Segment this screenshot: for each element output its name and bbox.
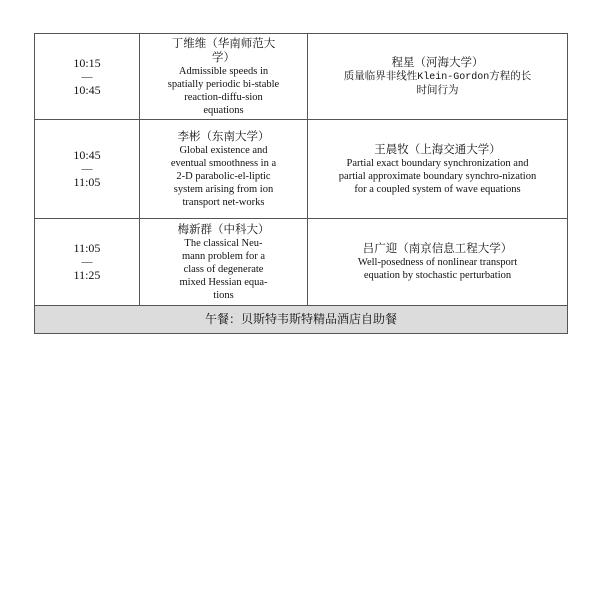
talk-title: Well-posedness of nonlinear transport equation by stochastic perturbation — [357, 257, 518, 281]
talk-cell-right — [308, 219, 568, 306]
lunch-cell: 午餐：贝斯特韦斯特精品酒店自助餐 — [35, 306, 568, 334]
time-slot — [35, 120, 140, 219]
talk-title-part: 方程的长时间行为 — [416, 71, 532, 96]
table-row — [35, 34, 568, 120]
time-dash: — — [81, 163, 93, 175]
talk-title — [343, 70, 533, 97]
time-slot — [35, 219, 140, 306]
speaker-name: 王晨牧（上海交通大学） — [374, 143, 501, 156]
talk-cell-left — [140, 219, 308, 306]
end-time: 11:25 — [73, 268, 101, 282]
end-time: 11:05 — [73, 175, 101, 189]
speaker-name: 李彬（东南大学） — [177, 130, 270, 143]
time-dash: — — [81, 256, 93, 268]
speaker-name: 梅新群（中科大） — [177, 223, 270, 236]
lunch-row — [35, 306, 568, 334]
table-row — [35, 120, 568, 219]
talk-cell-left — [140, 120, 308, 219]
time-slot — [35, 34, 140, 120]
talk-cell-right — [308, 34, 568, 120]
speaker-name: 丁维维（华南师范大学） — [171, 37, 276, 64]
table-row — [35, 219, 568, 306]
start-time: 10:15 — [73, 55, 101, 70]
talk-title-part: Klein-Gordon — [417, 72, 490, 83]
talk-cell-right — [308, 120, 568, 219]
speaker-name: 吕广迎（南京信息工程大学） — [362, 243, 513, 255]
talk-title: Global existence and eventual smoothness in a 2-D parabolic-el-liptic system arising from ion transport net-works — [170, 144, 277, 208]
talk-title: Partial exact boundary synchronization and partial approximate boundary synchro-nization for a coupled system of wave equations — [338, 157, 537, 195]
talk-cell-left — [140, 34, 308, 120]
time-dash: — — [81, 70, 93, 83]
start-time: 10:45 — [73, 148, 101, 162]
start-time: 11:05 — [73, 241, 101, 255]
schedule-table — [34, 33, 568, 334]
talk-title: The classical Neu-mann problem for a class of degenerate mixed Hessian equa-tions — [179, 237, 268, 301]
speaker-name: 程星（河海大学） — [391, 57, 484, 69]
talk-title-part: 质量临界非线性 — [343, 71, 418, 82]
talk-title: Admissible speeds in spatially periodic bi-stable reaction-diffu-sion equations — [167, 65, 280, 116]
end-time: 10:45 — [73, 82, 101, 97]
